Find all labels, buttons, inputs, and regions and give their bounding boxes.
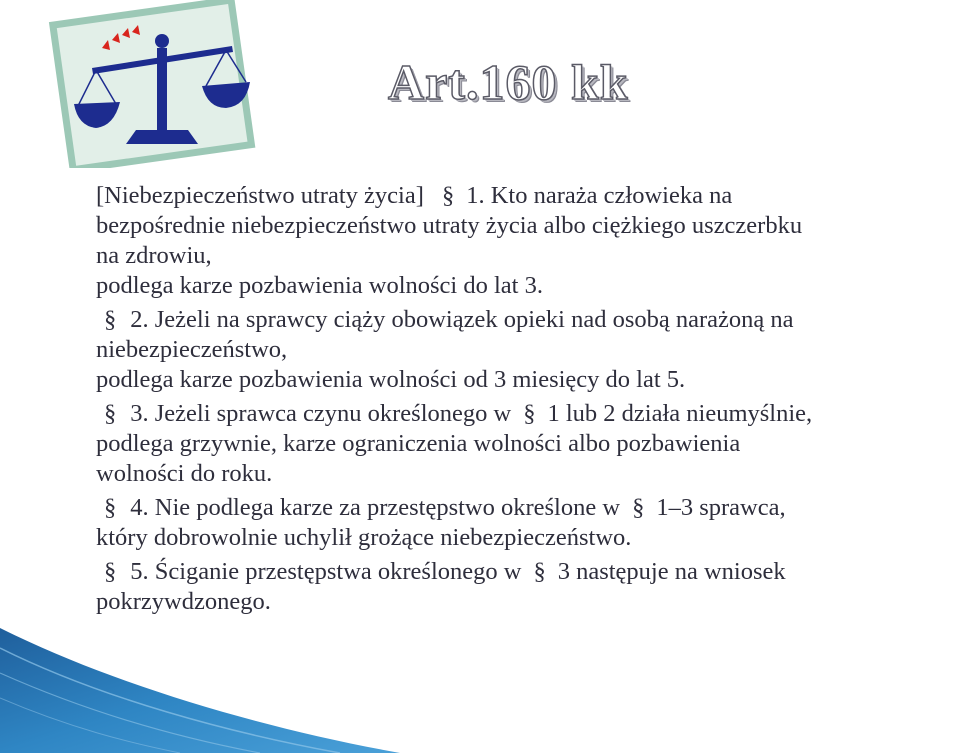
paragraph-5-line-1b: 3 następuje na wniosek bbox=[557, 558, 786, 585]
section-sign-reference: § bbox=[632, 494, 645, 521]
decorative-corner-swoosh bbox=[0, 628, 400, 753]
paragraph-1-line-1: 1. Kto naraża człowieka na bbox=[466, 182, 733, 209]
paragraph-3-line-1b: 1 lub 2 działa nieumyślnie, bbox=[547, 400, 813, 427]
paragraph-4 bbox=[96, 493, 956, 553]
section-sign-reference: § bbox=[523, 400, 536, 427]
paragraph-2 bbox=[96, 305, 956, 395]
paragraph-3 bbox=[96, 399, 956, 489]
paragraph-2-line-2: niebezpieczeństwo, bbox=[96, 336, 288, 363]
paragraph-1-line-2: bezpośrednie niebezpieczeństwo utraty życia albo ciężkiego uszczerbku bbox=[96, 212, 803, 239]
paragraph-1 bbox=[96, 181, 956, 301]
paragraph-5-line-2: pokrzywdzonego. bbox=[96, 588, 271, 615]
paragraph-3-line-3: wolności do roku. bbox=[96, 460, 273, 487]
article-text bbox=[96, 181, 956, 617]
paragraph-1-line-3: na zdrowiu, bbox=[96, 242, 212, 269]
section-sign: § bbox=[104, 494, 117, 521]
section-sign: § bbox=[441, 182, 455, 209]
paragraph-heading: [Niebezpieczeństwo utraty życia] bbox=[96, 182, 424, 209]
paragraph-2-line-1: 2. Jeżeli na sprawcy ciąży obowiązek opieki nad osobą narażoną na bbox=[130, 306, 794, 333]
page-title: Art.160 kk bbox=[388, 54, 629, 110]
paragraph-2-line-3: podlega karze pozbawienia wolności od 3 miesięcy do lat 5. bbox=[96, 366, 686, 393]
paragraph-4-line-1a: 4. Nie podlega karze za przestępstwo określone w bbox=[130, 494, 621, 521]
paragraph-1-line-4: podlega karze pozbawienia wolności do lat 3. bbox=[96, 272, 543, 299]
section-sign-reference: § bbox=[533, 558, 546, 585]
paragraph-4-line-2: który dobrowolnie uchylił grożące niebezpieczeństwo. bbox=[96, 524, 632, 551]
paragraph-5-line-1a: 5. Ściganie przestępstwa określonego w bbox=[130, 558, 522, 585]
section-sign: § bbox=[104, 558, 117, 585]
paragraph-5 bbox=[96, 557, 956, 617]
paragraph-3-line-1a: 3. Jeżeli sprawca czynu określonego w bbox=[130, 400, 512, 427]
section-sign: § bbox=[104, 400, 117, 427]
scales-of-justice-icon bbox=[40, 0, 262, 168]
paragraph-3-line-2: podlega grzywnie, karze ograniczenia wolności albo pozbawienia bbox=[96, 430, 741, 457]
section-sign: § bbox=[104, 306, 117, 333]
paragraph-4-line-1b: 1–3 sprawca, bbox=[656, 494, 786, 521]
